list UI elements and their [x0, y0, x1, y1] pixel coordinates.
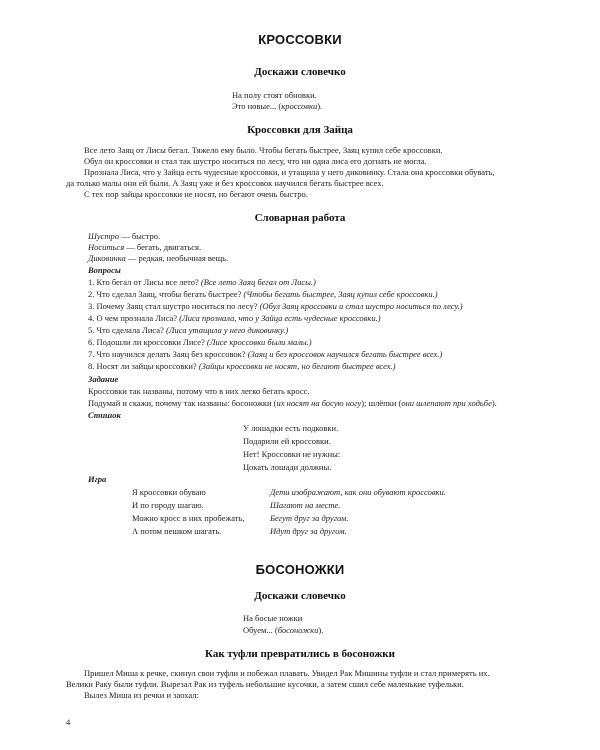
task-text-part: Подумай и скажи, почему так названы: босоножки ( [88, 398, 277, 408]
vocabulary-definition: — быстро. [119, 231, 161, 241]
riddle-heading: Доскажи словечко [254, 66, 346, 78]
poem-line: Нет! Кроссовки не нужны: [243, 449, 341, 459]
question-text: 2. Что сделал Заяц, чтобы бегать быстрее? [88, 289, 244, 299]
task-hint: их носят на босую ногу [276, 398, 362, 408]
riddle-line: На босые ножки [243, 613, 303, 623]
answer-text: (Заяц и без кроссовок научился бегать быстрее всех.) [247, 349, 443, 359]
answer-text: (Лисе кроссовки были малы.) [206, 337, 312, 347]
story-paragraph: Обул он кроссовки и стал так шустро носиться по лесу, что ни одна лиса его догнать не могла. [84, 156, 427, 166]
riddle-line [232, 101, 322, 111]
game-line: Я кроссовки обуваю [132, 487, 206, 497]
poem-line: У лошадки есть подковки. [243, 423, 339, 433]
vocabulary-item [88, 231, 160, 241]
question-item [88, 337, 312, 347]
riddle-heading: Доскажи словечко [254, 590, 346, 602]
section-title: КРОССОВКИ [258, 32, 342, 47]
question-text: 4. О чем прознала Лиса? [88, 313, 180, 323]
question-item [88, 313, 381, 323]
answer-text: (Лиса прознала, что у Зайца есть чудесные кроссовки.) [179, 313, 381, 323]
question-item [88, 349, 442, 359]
page-number: 4 [66, 717, 71, 727]
vocabulary-item [88, 253, 228, 263]
vocabulary-word: Диковинка [88, 253, 126, 263]
vocabulary-item [88, 242, 201, 252]
game-line: И по городу шагаю. [132, 500, 204, 510]
vocabulary-definition: — бегать, двигаться. [124, 242, 202, 252]
question-text: 5. Что сделала Лиса? [88, 325, 166, 335]
game-line: А потом пешком шагать. [132, 526, 222, 536]
vocabulary-word: Носиться [88, 242, 125, 252]
question-item [88, 301, 463, 311]
task-text-part: ). [491, 398, 497, 408]
game-action: Дети изображают, как они обувают кроссовки. [270, 487, 446, 497]
game-line: Можно кросс в них пробежать, [132, 513, 245, 523]
questions-label: Вопросы [88, 265, 121, 275]
riddle-line [243, 625, 323, 635]
story-paragraph: Велики Раку были туфли. Вырезал Рак из туфель небольшие кусочки, а затем сшил себе маленькие туфельки. [66, 679, 464, 689]
question-item [88, 289, 438, 299]
section-title: БОСОНОЖКИ [255, 562, 345, 577]
story-heading: Как туфли превратились в босоножки [205, 648, 395, 660]
question-text: 3. Почему Заяц стал шустро носиться по лесу? [88, 301, 260, 311]
question-item [88, 361, 395, 371]
riddle-text: Это новые... ( [232, 101, 282, 111]
riddle-text: ). [318, 625, 324, 635]
question-item [88, 277, 316, 287]
story-paragraph: да только малы они ей были. А Заяц уже и без кроссовок научился бегать быстрее всех. [66, 178, 384, 188]
vocabulary-heading: Словарная работа [254, 212, 346, 224]
answer-text: (Чтобы бегать быстрее, Заяц купил себе кроссовки.) [243, 289, 438, 299]
riddle-answer: босоножки [277, 625, 319, 635]
riddle-answer: кроссовки [281, 101, 318, 111]
question-text: 6. Подошли ли кроссовки Лисе? [88, 337, 207, 347]
answer-text: (Зайцы кроссовки не носят, но бегают быстрее всех.) [198, 361, 396, 371]
story-paragraph: Вылез Миша из речки и заохал: [84, 690, 199, 700]
story-heading: Кроссовки для Зайца [247, 124, 353, 136]
task-hint: они шлепают при ходьбе [401, 398, 492, 408]
riddle-line: На полу стоят обновки. [232, 90, 317, 100]
story-paragraph: Все лето Заяц от Лисы бегал. Тяжело ему было. Чтобы бегать быстрее, Заяц купил себе кроссовки. [84, 145, 443, 155]
question-text: 8. Носят ли зайцы кроссовки? [88, 361, 199, 371]
question-text: 7. Что научился делать Заяц без кроссовок? [88, 349, 248, 359]
story-paragraph: С тех пор зайцы кроссовки не носят, но бегают очень быстро. [84, 189, 308, 199]
task-label: Задание [88, 374, 119, 384]
vocabulary-word: Шустро [88, 231, 120, 241]
task-text [88, 398, 497, 408]
answer-text: (Лиса утащила у него диковинку.) [165, 325, 289, 335]
answer-text: (Обул Заяц кроссовки и стал шустро носиться по лесу.) [259, 301, 463, 311]
poem-line: Цокать лошади должны. [243, 462, 332, 472]
poem-line: Подарили ей кроссовки. [243, 436, 331, 446]
riddle-text: ). [317, 101, 323, 111]
poem-label: Стишок [88, 410, 121, 420]
question-text: 1. Кто бегал от Лисы все лето? [88, 277, 201, 287]
game-label: Игра [88, 474, 107, 484]
game-action: Бегут друг за другом. [270, 513, 349, 523]
story-paragraph: Пришел Миша к речке, скинул свои туфли и побежал плавать. Увидел Рак Мишины туфли и стал примерять их. [84, 668, 490, 678]
answer-text: (Все лето Заяц бегал от Лисы.) [200, 277, 316, 287]
vocabulary-definition: — редкая, необычная вещь. [125, 253, 229, 263]
task-text: Кроссовки так названы, потому что в них легко бегать кросс. [88, 386, 310, 396]
task-text-part: ); шлёпки ( [361, 398, 402, 408]
riddle-text: Обуем... ( [243, 625, 278, 635]
story-paragraph: Прознала Лиса, что у Зайца есть чудесные кроссовки, и утащила у него диковинку. Стала она кроссовки обувать, [84, 167, 495, 177]
question-item [88, 325, 288, 335]
game-action: Шагают на месте. [270, 500, 341, 510]
game-action: Идут друг за другом. [270, 526, 347, 536]
